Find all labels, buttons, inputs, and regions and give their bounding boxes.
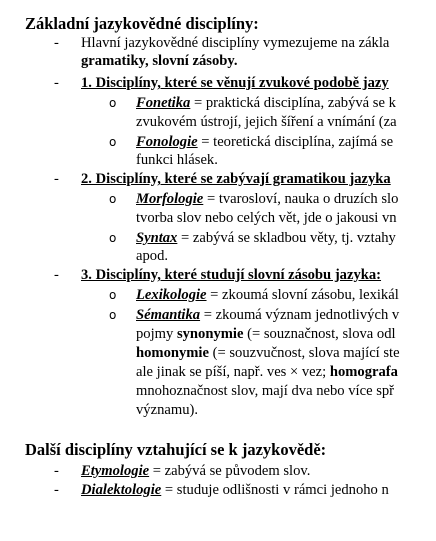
term-syntax: Syntax <box>136 230 178 246</box>
term-dialektologie: Dialektologie <box>81 482 162 498</box>
bullet-marker: o <box>109 288 117 302</box>
list-item-fonetika <box>136 94 396 113</box>
definition-text: = studuje odlišnosti v rámci jednoho n <box>161 482 389 498</box>
text-fragment: ale jinak se píší, např. ves × vez; <box>136 364 330 380</box>
section-title-3: 3. Disciplíny, které studují slovní zásobu jazyka: <box>81 267 382 283</box>
list-item-semantika <box>136 306 399 325</box>
secondary-heading: Další disciplíny vztahující se k jazykovědě: <box>25 440 327 459</box>
list-item-lexikologie <box>136 286 399 305</box>
definition-text: = zkoumá slovní zásobu, lexikál <box>206 287 399 303</box>
bullet-marker: o <box>109 96 117 110</box>
definition-continuation: významu). <box>136 402 199 418</box>
definition-text: = teoretická disciplína, zajímá se <box>197 134 394 150</box>
list-item-fonologie <box>136 133 393 152</box>
bullet-marker: o <box>109 192 117 206</box>
text-fragment: pojmy <box>136 326 177 342</box>
section-title-2: 2. Disciplíny, které se zabývají gramatikou jazyka <box>81 171 391 187</box>
definition-continuation <box>136 344 400 363</box>
section-title-1: 1. Disciplíny, které se věnují zvukové podobě jazy <box>81 75 389 91</box>
bullet-marker: o <box>109 135 117 149</box>
list-item-dialektologie <box>81 481 389 500</box>
bullet-marker: o <box>109 231 117 245</box>
dash-marker: - <box>54 482 59 498</box>
list-item-morfologie <box>136 190 398 209</box>
dash-marker: - <box>54 171 59 187</box>
bullet-marker: o <box>109 308 117 322</box>
definition-continuation <box>136 325 396 344</box>
dash-marker: - <box>54 463 59 479</box>
definition-continuation <box>136 363 398 382</box>
definition-text: = tvarosloví, nauka o druzích slo <box>203 191 399 207</box>
definition-continuation: zvukovém ústrojí, jejich šíření a vnímání (za <box>136 114 397 130</box>
term-morfologie: Morfologie <box>136 191 204 207</box>
intro-line-1: Hlavní jazykovědné disciplíny vymezujeme na zákla <box>81 35 390 51</box>
term-fonetika: Fonetika <box>136 95 191 111</box>
text-fragment: (= souzvučnost, slova mající ste <box>208 345 400 361</box>
definition-continuation: funkci hlásek. <box>136 152 218 168</box>
list-item-syntax <box>136 229 396 248</box>
dash-marker: - <box>54 75 59 91</box>
definition-continuation: mnohoznačnost slov, mají dva nebo více spř <box>136 383 395 399</box>
intro-line-2: gramatiky, slovní zásoby. <box>81 53 238 69</box>
definition-text: = praktická disciplína, zabývá se k <box>190 95 396 111</box>
list-item-etymologie <box>81 462 310 481</box>
term-lexikologie: Lexikologie <box>136 287 207 303</box>
dash-marker: - <box>54 35 59 51</box>
definition-continuation: apod. <box>136 248 169 264</box>
term-semantika: Sémantika <box>136 307 201 323</box>
main-heading: Základní jazykovědné disciplíny: <box>25 14 259 33</box>
definition-continuation: tvorba slov nebo celých vět, jde o jakousi vn <box>136 210 397 226</box>
bold-term-synonymie: synonymie <box>176 326 244 342</box>
text-fragment: (= souznačnost, slova odl <box>243 326 396 342</box>
definition-text: = zkoumá význam jednotlivých v <box>200 307 400 323</box>
term-fonologie: Fonologie <box>136 134 198 150</box>
bold-term-homografa: homografa <box>329 364 398 380</box>
term-etymologie: Etymologie <box>81 463 150 479</box>
dash-marker: - <box>54 267 59 283</box>
definition-text: = zabývá se skladbou věty, tj. vztahy <box>177 230 396 246</box>
definition-text: = zabývá se původem slov. <box>149 463 311 479</box>
bold-term-homonymie: homonymie <box>136 345 209 361</box>
